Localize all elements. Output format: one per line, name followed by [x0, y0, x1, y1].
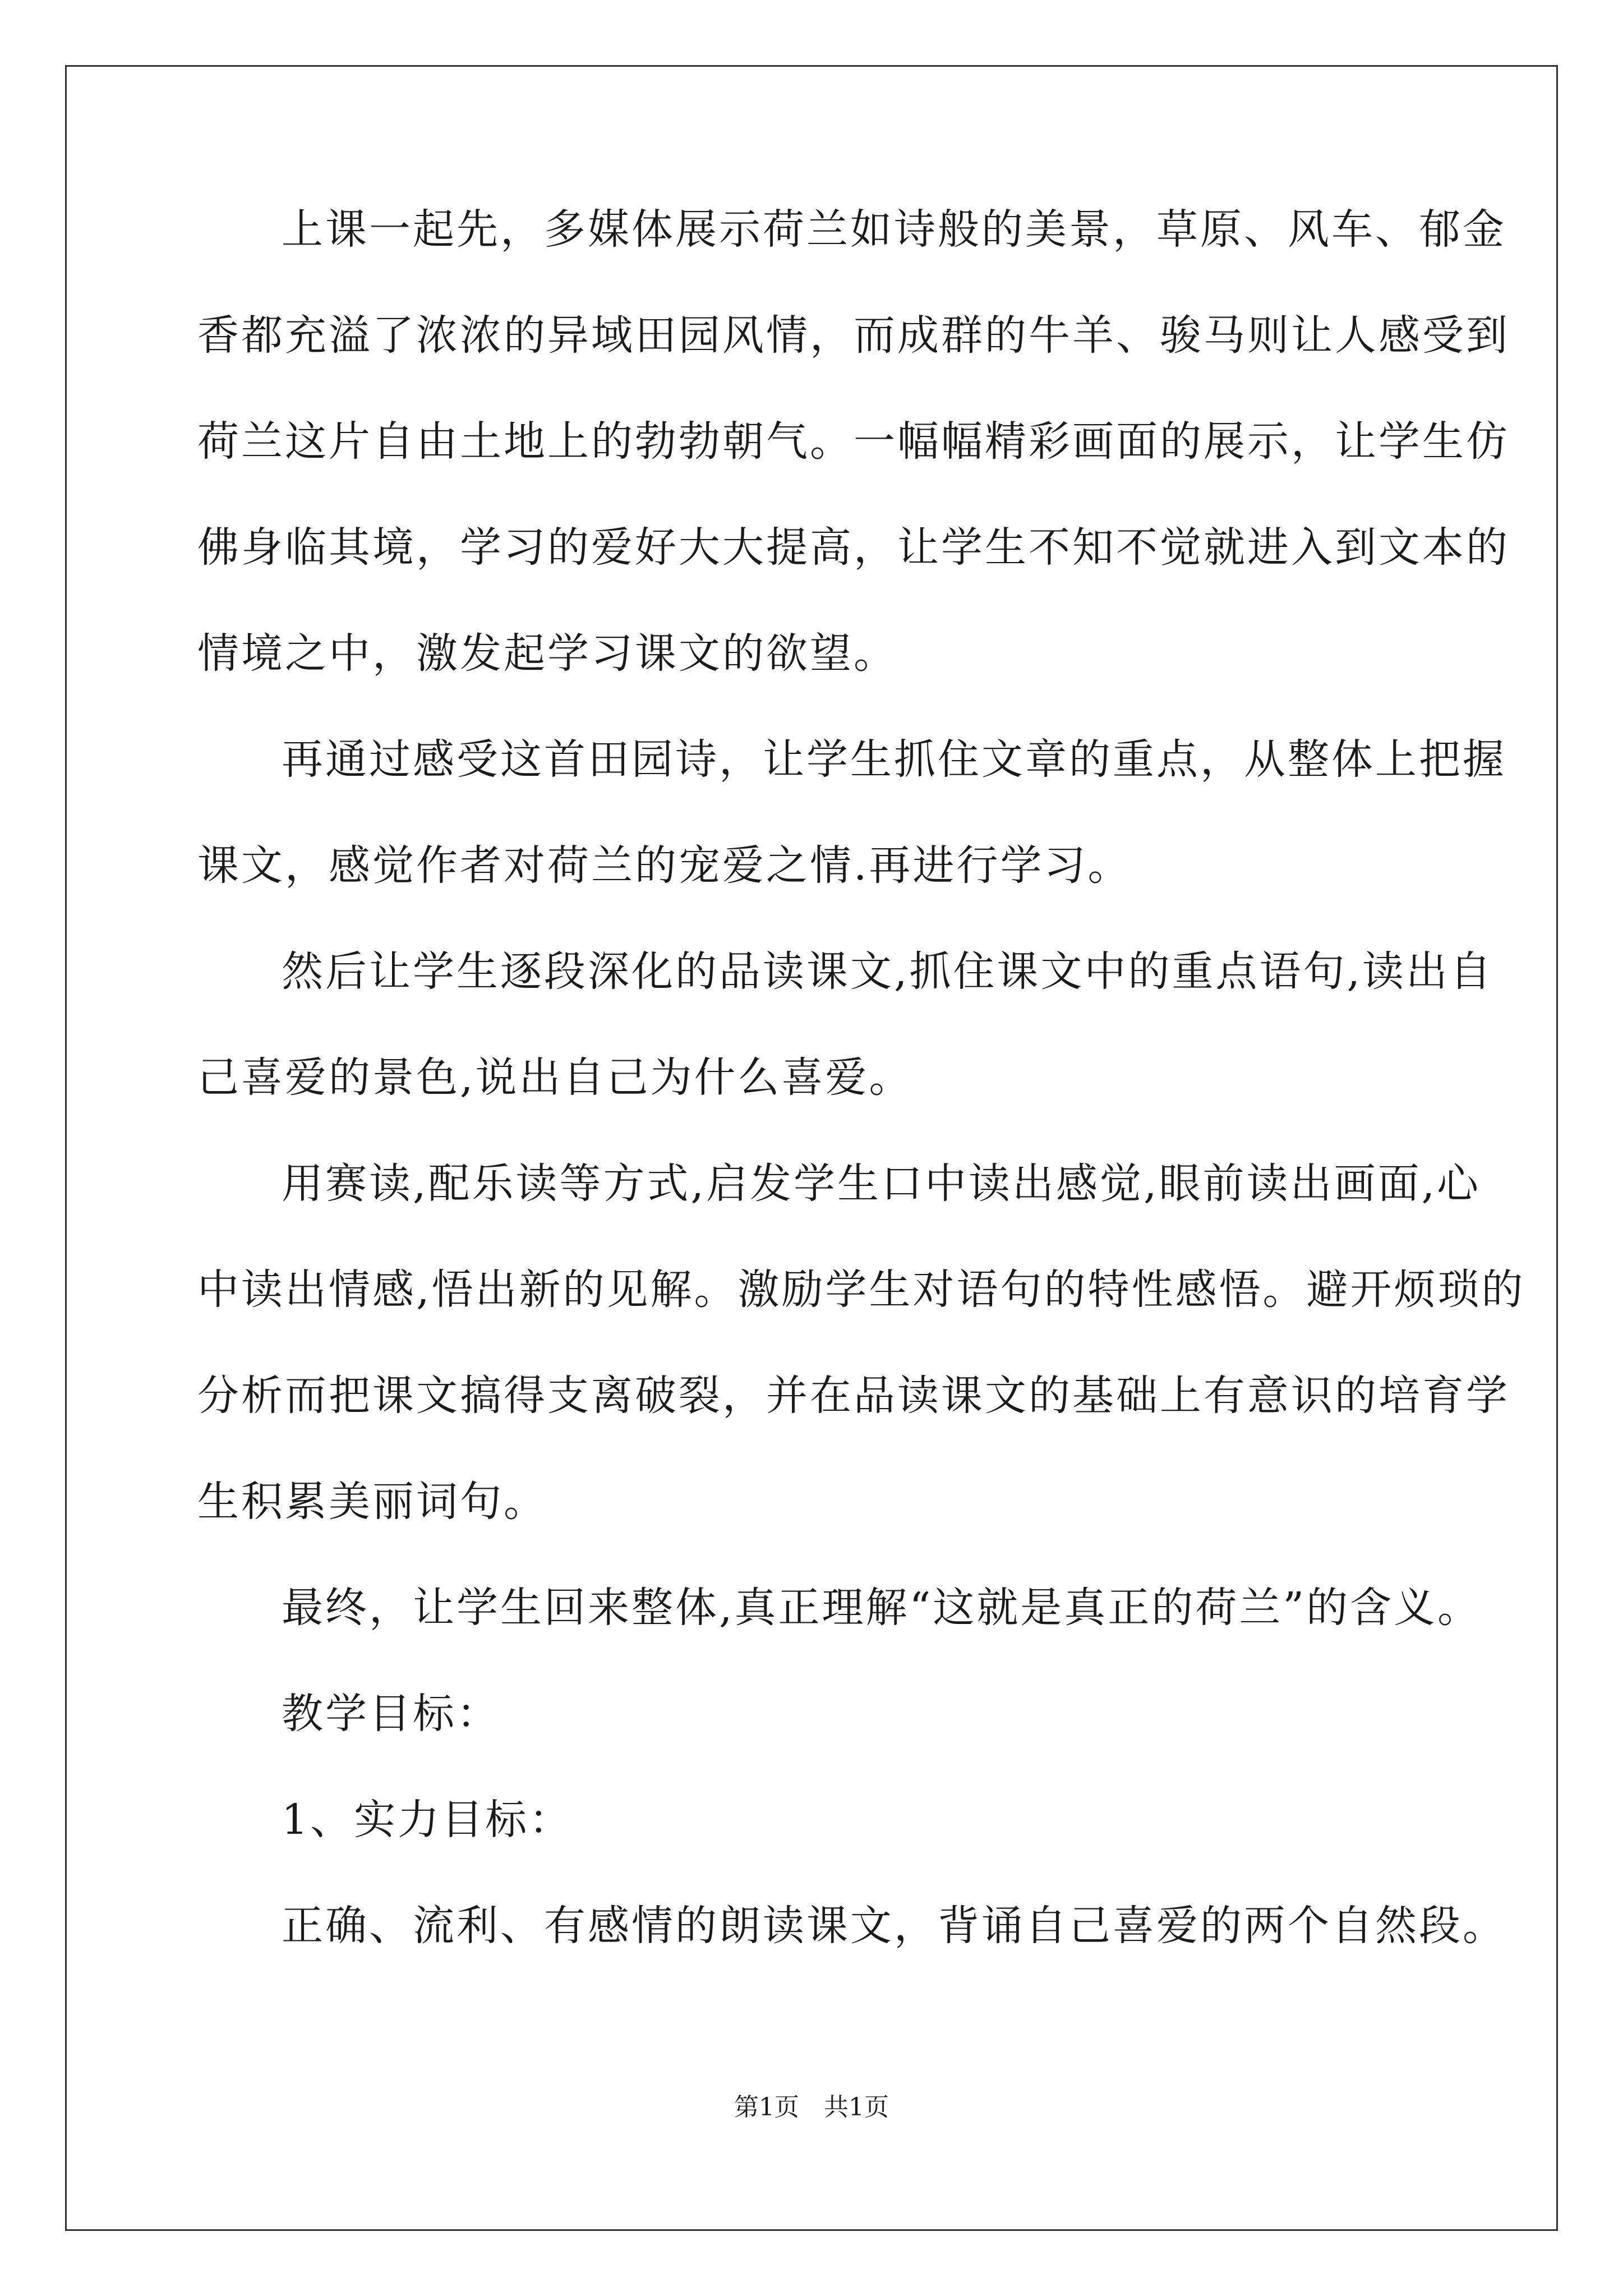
- text-line: 己喜爱的景色,说出自己为什么喜爱。: [197, 1053, 913, 1102]
- text-line: 1、实力目标：: [282, 1796, 573, 1844]
- text-line: 再通过感受这首田园诗，让学生抓住文章的重点，从整体上把握: [282, 735, 1506, 784]
- text-line: 课文，感觉作者对荷兰的宠爱之情.再进行学习。: [197, 841, 1132, 890]
- text-line: 中读出情感,悟出新的见解。激励学生对语句的特性感悟。避开烦琐的: [197, 1266, 1525, 1314]
- text-line: 生积累美丽词句。: [197, 1478, 547, 1526]
- text-line: 然后让学生逐段深化的品读课文,抓住课文中的重点语句,读出自: [282, 947, 1494, 996]
- text-line: 情境之中，激发起学习课文的欲望。: [197, 629, 897, 678]
- text-line: 最终，让学生回来整体,真正理解“这就是真正的荷兰”的含义。: [282, 1584, 1482, 1632]
- text-line: 上课一起先，多媒体展示荷兰如诗般的美景，草原、风车、郁金: [282, 205, 1506, 254]
- text-line: 用赛读,配乐读等方式,启发学生口中读出感觉,眼前读出画面,心: [282, 1159, 1481, 1208]
- text-line: 正确、流利、有感情的朗读课文，背诵自己喜爱的两个自然段。: [282, 1902, 1506, 1950]
- text-line: 香都充溢了浓浓的异域田园风情，而成群的牛羊、骏马则让人感受到: [197, 311, 1510, 360]
- document-body: [197, 205, 1525, 2011]
- text-line: 荷兰这片自由土地上的勃勃朝气。一幅幅精彩画面的展示，让学生仿: [197, 417, 1510, 466]
- text-line: 佛身临其境，学习的爱好大大提高，让学生不知不觉就进入到文本的: [197, 523, 1510, 572]
- text-line: 分析而把课文搞得支离破裂，并在品读课文的基础上有意识的培育学: [197, 1372, 1510, 1420]
- page-number-footer: 第1页 共1页: [734, 2093, 889, 2122]
- text-line: 教学目标：: [282, 1690, 500, 1738]
